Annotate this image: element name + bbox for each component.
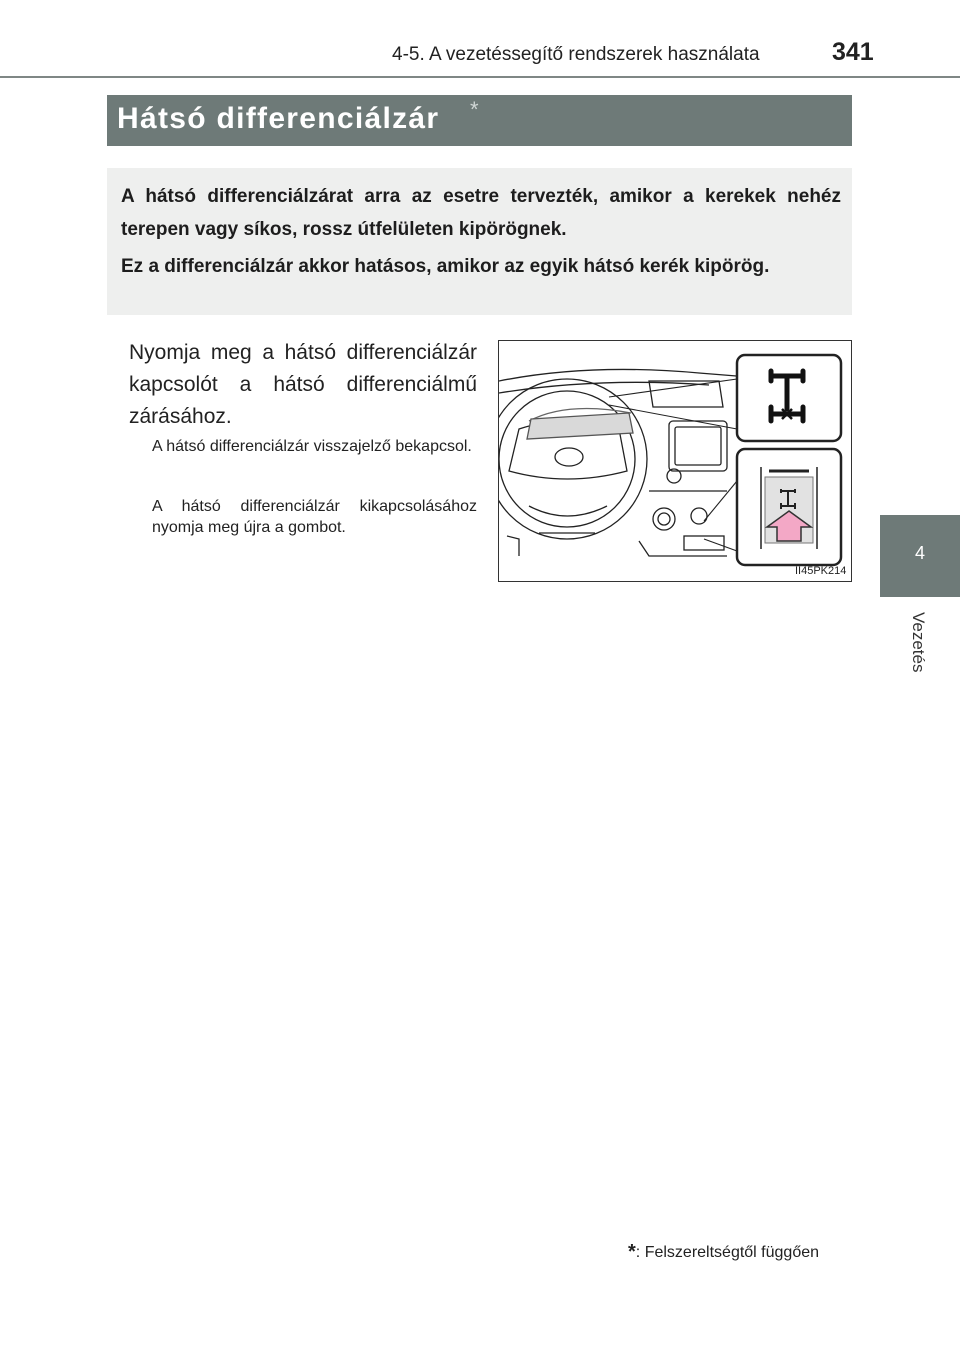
- chapter-number: 4: [914, 543, 925, 563]
- instruction-note-1: A hátsó differenciálzár visszajelző bekapcsol.: [152, 438, 472, 455]
- chapter-tab: [880, 515, 960, 597]
- intro-paragraph-2: Ez a differenciálzár akkor hatásos, amikor az egyik hátsó kerék kipörög.: [121, 256, 770, 277]
- chapter-label: [896, 612, 936, 692]
- intro-box: [107, 168, 852, 315]
- dashboard-illustration: [498, 340, 852, 582]
- instruction-text: Nyomja meg a hátsó differenciálzár kapcsolót a hátsó differenciálmű zárásához.: [129, 341, 477, 428]
- dashboard-drawing: [499, 341, 852, 582]
- footnote-marker: *: [628, 1241, 636, 1263]
- chapter-label-text: Vezetés: [909, 612, 928, 673]
- page-number: 341: [832, 38, 874, 66]
- header-rule: [0, 76, 960, 78]
- figure-code: II45PK214: [795, 565, 847, 577]
- header-title: 4-5. A vezetéssegítő rendszerek használata: [392, 44, 760, 65]
- instruction-note-2: A hátsó differenciálzár kikapcsolásához nyomja meg újra a gombot.: [152, 498, 477, 536]
- footnote: [628, 1240, 819, 1263]
- intro-paragraph-1: A hátsó differenciálzárat arra az esetre tervezték, amikor a kerekek nehéz terepen vagy síkos, rossz útfelületen kipörögnek.: [121, 186, 841, 240]
- footnote-text: : Felszereltségtől függően: [635, 1244, 820, 1261]
- asterisk-marker: *: [470, 97, 479, 122]
- section-title: [107, 95, 852, 146]
- section-title-text: Hátsó differenciálzár: [117, 102, 440, 135]
